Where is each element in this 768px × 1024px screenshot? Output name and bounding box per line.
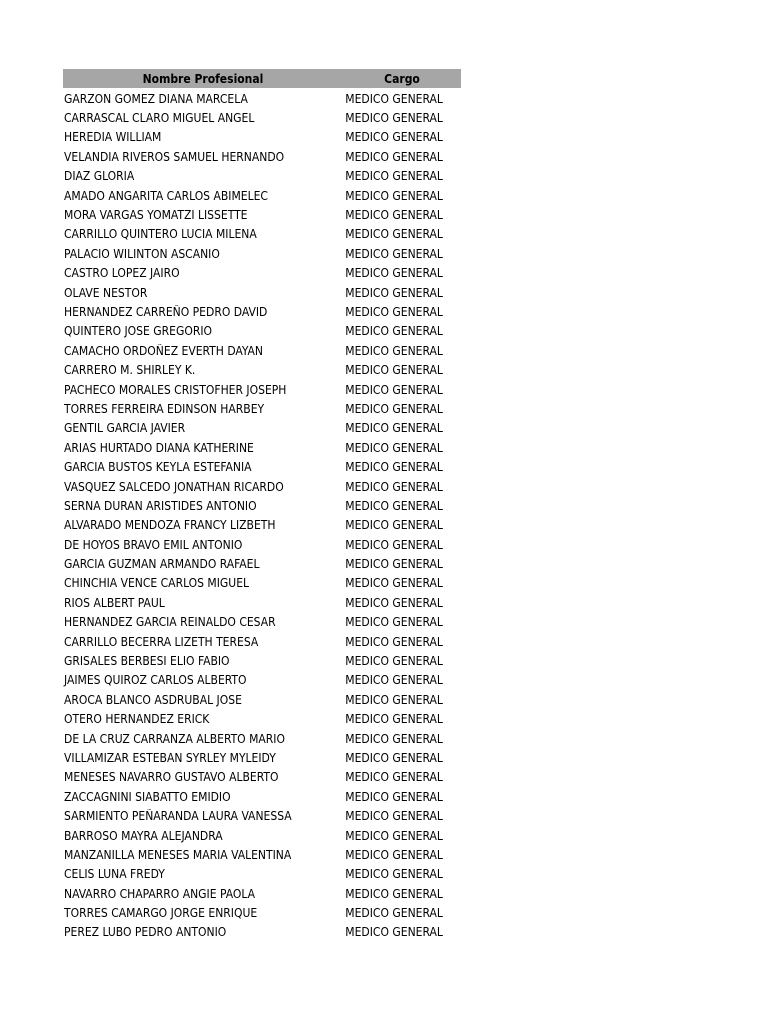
table-row: [63, 496, 461, 515]
table-row: [63, 613, 461, 632]
table-row: [63, 322, 461, 341]
table-row: [63, 574, 461, 593]
cell-name: VASQUEZ SALCEDO JONATHAN RICARDO: [64, 479, 284, 494]
cell-cargo: MEDICO GENERAL: [345, 576, 443, 591]
table-row: [63, 457, 461, 476]
cell-name: TORRES FERREIRA EDINSON HARBEY: [64, 401, 265, 416]
cell-name: AMADO ANGARITA CARLOS ABIMELEC: [64, 188, 268, 203]
table-row: [63, 419, 461, 438]
cell-cargo: MEDICO GENERAL: [345, 673, 443, 688]
cell-cargo: MEDICO GENERAL: [345, 285, 443, 300]
table-row: [63, 477, 461, 496]
cell-cargo: MEDICO GENERAL: [345, 188, 443, 203]
table-row: [63, 826, 461, 845]
cell-cargo: MEDICO GENERAL: [345, 634, 443, 649]
cell-cargo: MEDICO GENERAL: [345, 479, 443, 494]
cell-name: ZACCAGNINI SIABATTO EMIDIO: [64, 789, 231, 804]
cell-name: CAMACHO ORDOÑEZ EVERTH DAYAN: [64, 343, 263, 358]
cell-name: GARZON GOMEZ DIANA MARCELA: [64, 91, 248, 106]
cell-cargo: MEDICO GENERAL: [345, 382, 443, 397]
column-header-cargo: Cargo: [384, 71, 420, 86]
cell-name: JAIMES QUIROZ CARLOS ALBERTO: [64, 673, 247, 688]
table-row: [63, 516, 461, 535]
cell-cargo: MEDICO GENERAL: [345, 440, 443, 455]
cell-name: NAVARRO CHAPARRO ANGIE PAOLA: [64, 886, 256, 901]
cell-name: VILLAMIZAR ESTEBAN SYRLEY MYLEIDY: [64, 750, 276, 765]
cell-cargo: MEDICO GENERAL: [345, 906, 443, 921]
cell-cargo: MEDICO GENERAL: [345, 169, 443, 184]
cell-cargo: MEDICO GENERAL: [345, 886, 443, 901]
table-row: [63, 748, 461, 767]
table-row: [63, 671, 461, 690]
cell-cargo: MEDICO GENERAL: [345, 149, 443, 164]
cell-cargo: MEDICO GENERAL: [345, 750, 443, 765]
cell-name: PEREZ LUBO PEDRO ANTONIO: [64, 925, 227, 940]
cell-name: SERNA DURAN ARISTIDES ANTONIO: [64, 498, 257, 513]
table-row: [63, 341, 461, 360]
table-row: [63, 244, 461, 263]
cell-cargo: MEDICO GENERAL: [345, 712, 443, 727]
cell-cargo: MEDICO GENERAL: [345, 91, 443, 106]
cell-name: MANZANILLA MENESES MARIA VALENTINA: [64, 847, 292, 862]
table-row: [63, 167, 461, 186]
cell-name: GENTIL GARCIA JAVIER: [64, 421, 186, 436]
cell-name: ALVARADO MENDOZA FRANCY LIZBETH: [64, 518, 276, 533]
cell-name: CARRILLO BECERRA LIZETH TERESA: [64, 634, 259, 649]
cell-name: GRISALES BERBESI ELIO FABIO: [64, 654, 230, 669]
table-body: [63, 89, 461, 942]
cell-name: DIAZ GLORIA: [64, 169, 135, 184]
table-row: [63, 535, 461, 554]
cell-cargo: MEDICO GENERAL: [345, 789, 443, 804]
cell-name: CARRILLO QUINTERO LUCIA MILENA: [64, 227, 257, 242]
cell-name: GARCIA GUZMAN ARMANDO RAFAEL: [64, 557, 260, 572]
cell-cargo: MEDICO GENERAL: [345, 537, 443, 552]
table-row: [63, 768, 461, 787]
table-row: [63, 380, 461, 399]
cell-cargo: MEDICO GENERAL: [345, 654, 443, 669]
cell-cargo: MEDICO GENERAL: [345, 595, 443, 610]
cell-name: CASTRO LOPEZ JAIRO: [64, 266, 180, 281]
cell-cargo: MEDICO GENERAL: [345, 498, 443, 513]
table-row: [63, 651, 461, 670]
table-row: [63, 865, 461, 884]
table-row: [63, 283, 461, 302]
cell-cargo: MEDICO GENERAL: [345, 324, 443, 339]
cell-cargo: MEDICO GENERAL: [345, 770, 443, 785]
table-row: [63, 554, 461, 573]
table-row: [63, 186, 461, 205]
cell-cargo: MEDICO GENERAL: [345, 925, 443, 940]
cell-name: HERNANDEZ GARCIA REINALDO CESAR: [64, 615, 276, 630]
cell-name: GARCIA BUSTOS KEYLA ESTEFANIA: [64, 460, 252, 475]
table-row: [63, 710, 461, 729]
table-row: [63, 147, 461, 166]
cell-cargo: MEDICO GENERAL: [345, 518, 443, 533]
cell-name: RIOS ALBERT PAUL: [64, 595, 165, 610]
cell-cargo: MEDICO GENERAL: [345, 246, 443, 261]
cell-name: HERNANDEZ CARREÑO PEDRO DAVID: [64, 304, 268, 319]
cell-name: BARROSO MAYRA ALEJANDRA: [64, 828, 223, 843]
table-row: [63, 806, 461, 825]
table-row: [63, 690, 461, 709]
cell-cargo: MEDICO GENERAL: [345, 227, 443, 242]
cell-cargo: MEDICO GENERAL: [345, 208, 443, 223]
table-row: [63, 632, 461, 651]
cell-cargo: MEDICO GENERAL: [345, 130, 443, 145]
cell-name: CELIS LUNA FREDY: [64, 867, 165, 882]
cell-cargo: MEDICO GENERAL: [345, 809, 443, 824]
cell-name: AROCA BLANCO ASDRUBAL JOSE: [64, 692, 242, 707]
cell-cargo: MEDICO GENERAL: [345, 731, 443, 746]
table-row: [63, 787, 461, 806]
cell-cargo: MEDICO GENERAL: [345, 421, 443, 436]
cell-name: OTERO HERNANDEZ ERICK: [64, 712, 210, 727]
table-row: [63, 302, 461, 321]
cell-cargo: MEDICO GENERAL: [345, 615, 443, 630]
cell-name: MENESES NAVARRO GUSTAVO ALBERTO: [64, 770, 279, 785]
cell-cargo: MEDICO GENERAL: [345, 847, 443, 862]
professionals-table: [63, 69, 461, 942]
column-header-name: Nombre Profesional: [142, 71, 264, 86]
table-row: [63, 729, 461, 748]
cell-name: CARRASCAL CLARO MIGUEL ANGEL: [64, 111, 255, 126]
cell-cargo: MEDICO GENERAL: [345, 867, 443, 882]
cell-name: HEREDIA WILLIAM: [64, 130, 162, 145]
table-row: [63, 884, 461, 903]
table-row: [63, 264, 461, 283]
table-row: [63, 399, 461, 418]
cell-cargo: MEDICO GENERAL: [345, 111, 443, 126]
cell-name: DE LA CRUZ CARRANZA ALBERTO MARIO: [64, 731, 285, 746]
table-row: [63, 225, 461, 244]
cell-name: QUINTERO JOSE GREGORIO: [64, 324, 213, 339]
table-row: [63, 108, 461, 127]
cell-cargo: MEDICO GENERAL: [345, 460, 443, 475]
cell-name: PACHECO MORALES CRISTOFHER JOSEPH: [64, 382, 287, 397]
cell-cargo: MEDICO GENERAL: [345, 401, 443, 416]
table-header: [63, 69, 461, 88]
cell-cargo: MEDICO GENERAL: [345, 557, 443, 572]
table-row: [63, 205, 461, 224]
cell-name: PALACIO WILINTON ASCANIO: [64, 246, 220, 261]
table-row: [63, 923, 461, 942]
table-row: [63, 845, 461, 864]
cell-cargo: MEDICO GENERAL: [345, 692, 443, 707]
table-row: [63, 128, 461, 147]
cell-name: TORRES CAMARGO JORGE ENRIQUE: [64, 906, 258, 921]
cell-name: ARIAS HURTADO DIANA KATHERINE: [64, 440, 254, 455]
cell-cargo: MEDICO GENERAL: [345, 343, 443, 358]
cell-name: SARMIENTO PEÑARANDA LAURA VANESSA: [64, 809, 292, 824]
cell-name: CHINCHIA VENCE CARLOS MIGUEL: [64, 576, 250, 591]
cell-name: MORA VARGAS YOMATZI LISSETTE: [64, 208, 248, 223]
cell-name: CARRERO M. SHIRLEY K.: [64, 363, 196, 378]
table-row: [63, 89, 461, 108]
table-row: [63, 438, 461, 457]
cell-cargo: MEDICO GENERAL: [345, 828, 443, 843]
cell-name: OLAVE NESTOR: [64, 285, 148, 300]
cell-name: VELANDIA RIVEROS SAMUEL HERNANDO: [64, 149, 285, 164]
cell-cargo: MEDICO GENERAL: [345, 304, 443, 319]
cell-name: DE HOYOS BRAVO EMIL ANTONIO: [64, 537, 243, 552]
cell-cargo: MEDICO GENERAL: [345, 266, 443, 281]
table-row: [63, 903, 461, 922]
table-row: [63, 360, 461, 379]
table-row: [63, 593, 461, 612]
cell-cargo: MEDICO GENERAL: [345, 363, 443, 378]
